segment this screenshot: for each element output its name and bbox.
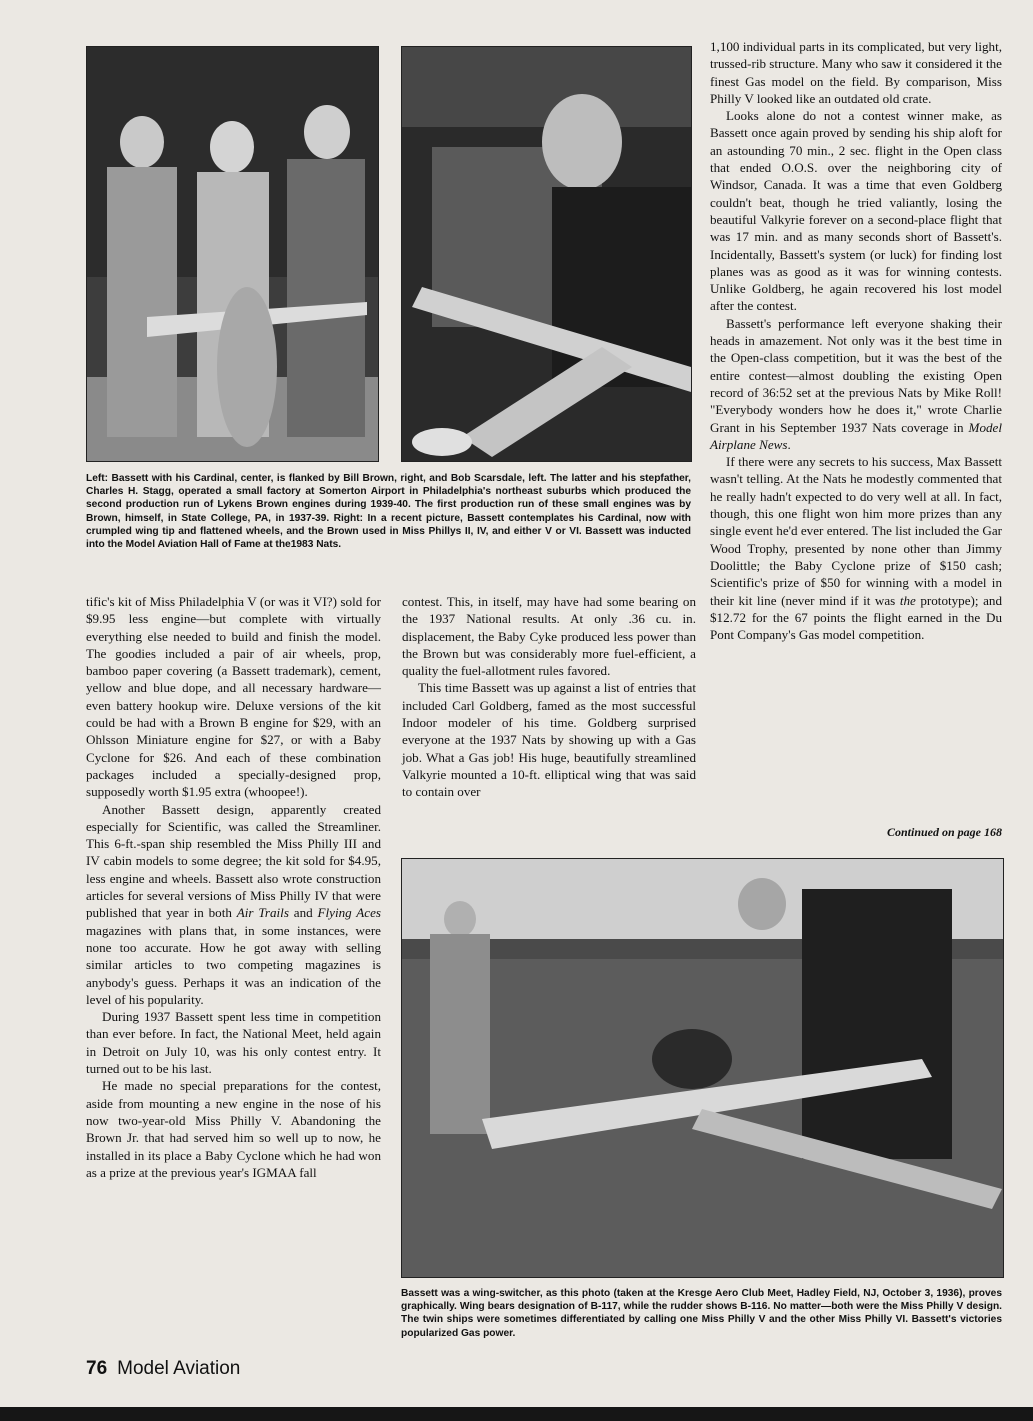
paragraph: contest. This, in itself, may have had some bearing on the 1937 National results. At only .36 cu. in. displacement, the Baby Cyke produced less power than the Brown but was considerably more fuel-efficient, a quality the fuel-allotment rules favored.	[402, 594, 696, 679]
paragraph: Looks alone do not a contest winner make, as Bassett once again proved by sending his ship aloft for an astounding 70 min., 2 sec. flight in the Open class that ended O.O.S. over the neighboring city of Windsor, Canada. It was a time that even Goldberg couldn't beat, though he tried valiantly, losing the beautiful Valkyrie forever on a second-place flight that was 17 min. and as many seconds short of Bassett's. Incidentally, Bassett's system (or luck) for finding lost planes was as good as it was for winning contests. Unlike Goldberg, he again recovered his lost model after the contest.	[710, 108, 1002, 314]
column-left	[86, 593, 381, 1181]
paragraph: This time Bassett was up against a list of entries that included Carl Goldberg, famed as the most successful Indoor modeler of his time. Goldberg surprised everyone at the 1937 Nats by showing up with a Gas job. What a Gas job! His huge, beautifully streamlined Valkyrie mounted a 10-ft. elliptical wing that was said to contain over	[402, 680, 696, 800]
scan-edge	[0, 1407, 1033, 1421]
paragraph: If there were any secrets to his success, Max Bassett wasn't telling. At the Nats he modestly commented that he really hadn't expected to do very well at all. In fact, though, this one flight won him more prizes than any single event he'd ever entered. The list included the Gar Wood Trophy, presented by none other than Jimmy Doolittle; the Baby Cyclone prize of $150 cash; Scientific's prize of $50 for winning with a model in their kit line (never mind if it was the prototype); and $12.72 for the 67 points the flight earned in the Du Pont Company's Gas model competition.	[710, 454, 1002, 643]
magazine-name: Model Aviation	[117, 1358, 241, 1379]
page-folio	[86, 1358, 240, 1380]
photo-three-men	[86, 46, 379, 462]
paragraph: During 1937 Bassett spent less time in competition than ever before. In fact, the National Meet, held again in Detroit on July 10, was his only contest entry. It turned out to be his last.	[86, 1009, 381, 1077]
continued-note: Continued on page 168	[886, 825, 1002, 839]
photo-bassett-cardinal-image	[402, 47, 691, 461]
column-middle	[402, 593, 696, 801]
column-right-top	[710, 38, 1002, 643]
paragraph: 1,100 individual parts in its complicated, but very light, trussed-rib structure. Many who saw it considered it the finest Gas model on the field. By comparison, Miss Philly V looked like an outdated old crate.	[710, 39, 1002, 106]
caption-bottom: Bassett was a wing-switcher, as this photo (taken at the Kresge Aero Club Meet, Hadley Field, NJ, October 3, 1936), proves graphically. Wing bears designation of B-117, while the rudder shows B-116. No matter—both were the Miss Philly V design. The twin ships were sometimes differentiated by calling one Miss Philly V and the other Miss Philly VI. Bassett's victories popularized Gas power.	[401, 1288, 1002, 1339]
photo-wing-switcher-image	[402, 859, 1003, 1277]
caption-top: Left: Bassett with his Cardinal, center, is flanked by Bill Brown, right, and Bob Scarsdale, left. The latter and his stepfather, Charles H. Stagg, operated a small factory at Somerton Airport in Philadelphia's northeast suburbs which produced the second production run of Lykens Brown engines during 1939-40. The first production run of these small engines was by Brown, himself, in State College, PA, in 1937-39. Right: In a recent picture, Bassett contemplates his Cardinal, now with crumpled wing tip and flattened wheels, and the Brown used in Miss Phillys II, IV, and either V or VI. Bassett was inducted into the Model Aviation Hall of Fame at the1983 Nats.	[86, 473, 691, 551]
paragraph: He made no special preparations for the contest, aside from mounting a new engine in the nose of his now two-year-old Miss Philly V. Abandoning the Brown Jr. that had served him so well up to now, he installed in its place a Baby Cyclone which he had won as a prize at the previous year's IGMAA fall	[86, 1078, 381, 1180]
paragraph: Bassett's performance left everyone shaking their heads in amazement. Not only was it the best time in the Open-class competition, but it was the best of the entire contest—almost doubling the existing Open record of 36:52 set at the previous Nats by Mike Roll! "Everybody wonders how he does it," wrote Charlie Grant in his September 1937 Nats coverage in Model Airplane News.	[710, 315, 1002, 452]
photo-bassett-cardinal	[401, 46, 692, 462]
photo-wing-switcher	[401, 858, 1004, 1278]
paragraph: tific's kit of Miss Philadelphia V (or was it VI?) sold for $9.95 less engine—but complete with virtually everything else needed to build and finish the model. The goodies included a pair of air wheels, prop, bamboo paper covering (a Bassett trademark), cement, yellow and blue dope, and all necessary hardware—even battery hookup wire. Deluxe versions of the kit could be had with a Brown B engine for $29, with an Ohlsson Miniature engine for $27, or with a Baby Cyclone for $26. And each of these combination packages included a specially-designed prop, supposedly worth $1.95 extra (whoopee!).	[86, 594, 381, 800]
photo-three-men-image	[87, 47, 378, 461]
page-number: 76	[86, 1358, 108, 1379]
paragraph: Another Bassett design, apparently created especially for Scientific, was called the Streamliner. This 6-ft.-span ship resembled the Miss Philly III and IV cabin models to some degree; the kit sold for $4.95, less engine and wheels. Bassett also wrote construction articles for several versions of Miss Philly IV that were published that year in both Air Trails and Flying Aces magazines with plans that, in some instances, were none too accurate. How he got away with selling similar articles to two competing magazines is anybody's guess. Perhaps it was an indication of the level of his popularity.	[86, 801, 382, 1007]
